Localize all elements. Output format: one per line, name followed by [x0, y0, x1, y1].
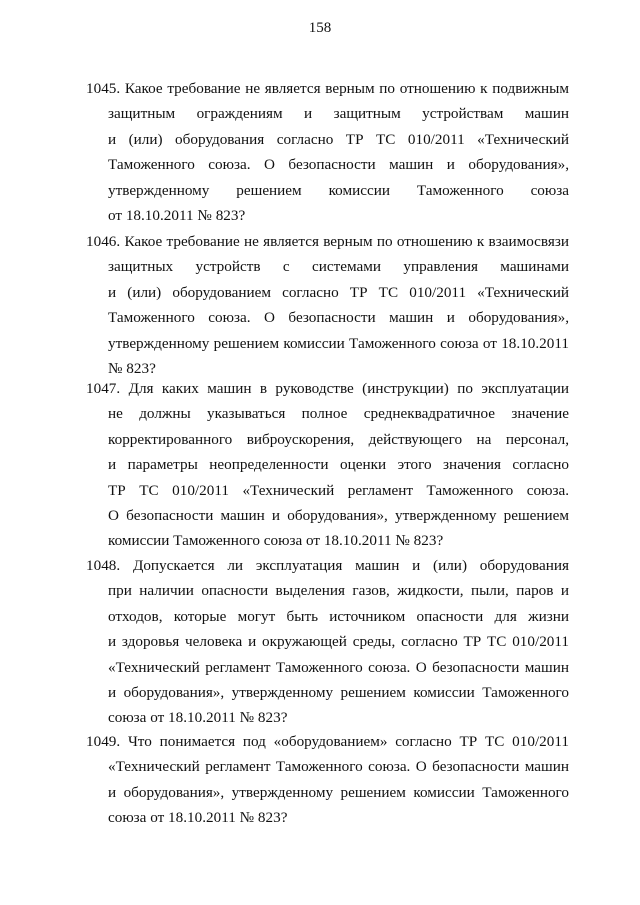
question-line: защитных устройств с системами управления машинами — [108, 258, 569, 276]
question-number: 1049. — [86, 733, 121, 750]
question-line: «Технический регламент Таможенного союза. О безопасности машин — [108, 758, 569, 776]
question-1045 — [86, 76, 569, 228]
question-line: от 18.10.2011 № 823? — [108, 206, 246, 224]
question-line: Таможенного союза. О безопасности машин и оборудования», — [108, 309, 569, 327]
question-line: утвержденному решением комиссии Таможенного союза — [108, 181, 569, 199]
question-text: Какое требование не является верным по отношению к взаимосвязи — [124, 233, 569, 250]
question-number: 1047. — [86, 380, 121, 397]
question-1048 — [86, 553, 569, 731]
question-line: комиссии Таможенного союза от 18.10.2011 № 823? — [108, 532, 444, 550]
question-line: отходов, которые могут быть источником опасности для жизни — [108, 607, 569, 625]
question-line: союза от 18.10.2011 № 823? — [108, 809, 288, 827]
question-number: 1045. — [86, 80, 121, 97]
question-line — [86, 553, 569, 578]
question-text: Какое требование не является верным по отношению к подвижным — [124, 80, 569, 97]
question-1049 — [86, 729, 569, 831]
question-line: О безопасности машин и оборудования», утвержденному решением — [108, 506, 569, 524]
question-text: Для каких машин в руководстве (инструкции) по эксплуатации — [128, 380, 569, 397]
question-1046 — [86, 229, 569, 381]
question-number: 1046. — [86, 233, 121, 250]
page-number: 158 — [308, 20, 332, 36]
question-line: ТР ТС 010/2011 «Технический регламент Таможенного союза. — [108, 481, 569, 499]
question-text: Допускается ли эксплуатация машин и (или) оборудования — [132, 557, 569, 574]
question-line: и оборудования», утвержденному решением комиссии Таможенного — [108, 783, 569, 801]
question-line: и оборудования», утвержденному решением комиссии Таможенного — [108, 683, 569, 701]
question-line: и параметры неопределенности оценки этого значения согласно — [108, 456, 569, 474]
question-line: и здоровья человека и окружающей среды, согласно ТР ТС 010/2011 — [108, 633, 569, 651]
question-line: «Технический регламент Таможенного союза. О безопасности машин — [108, 658, 569, 676]
question-line: и (или) оборудования согласно ТР ТС 010/2011 «Технический — [108, 130, 569, 148]
question-line — [86, 729, 569, 754]
question-line — [86, 229, 569, 254]
question-line: утвержденному решением комиссии Таможенного союза от 18.10.2011 — [108, 334, 569, 352]
question-line — [86, 376, 569, 401]
question-line: № 823? — [108, 359, 156, 377]
question-1047 — [86, 376, 569, 554]
question-line: при наличии опасности выделения газов, жидкости, пыли, паров и — [108, 582, 569, 600]
question-line — [86, 76, 569, 101]
question-line: и (или) оборудованием согласно ТР ТС 010/2011 «Технический — [108, 283, 569, 301]
question-text: Что понимается под «оборудованием» согласно ТР ТС 010/2011 — [127, 733, 569, 750]
question-line: защитным ограждениям и защитным устройствам машин — [108, 105, 569, 123]
question-line: Таможенного союза. О безопасности машин и оборудования», — [108, 156, 569, 174]
question-line: не должны указываться полное среднеквадратичное значение — [108, 405, 569, 423]
question-line: союза от 18.10.2011 № 823? — [108, 709, 288, 727]
question-number: 1048. — [86, 557, 121, 574]
question-line: корректированного виброускорения, действующего на персонал, — [108, 430, 569, 448]
